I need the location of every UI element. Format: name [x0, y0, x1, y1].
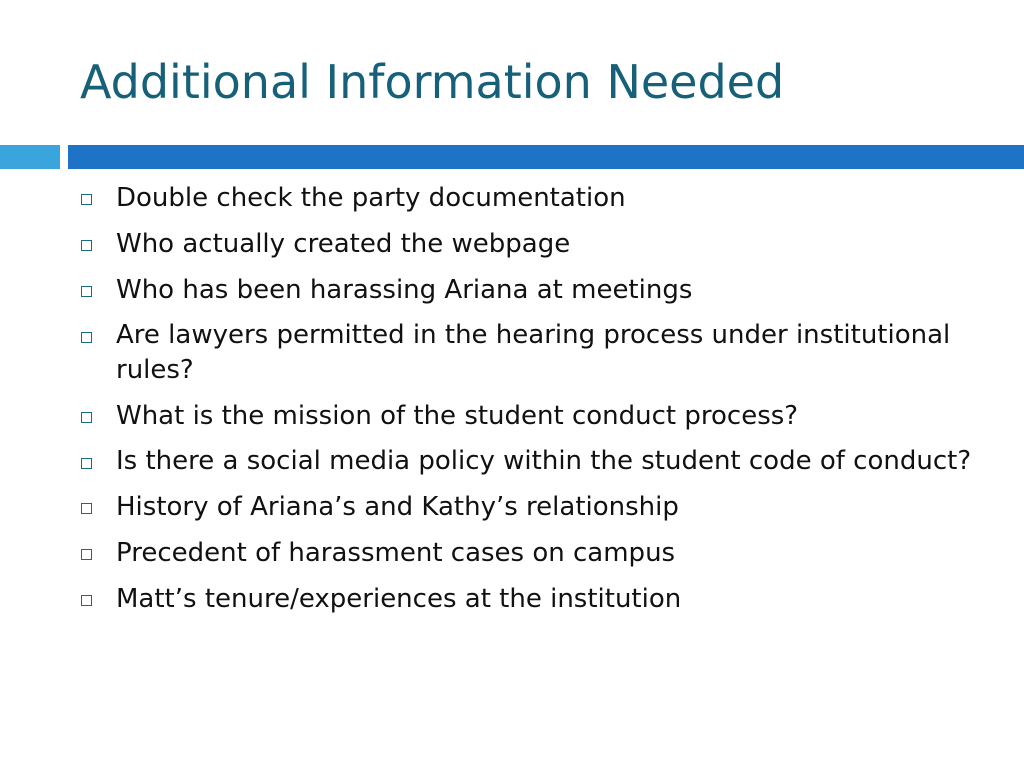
- bullet-item: [78, 318, 988, 388]
- hollow-square-bullet-icon: [81, 286, 92, 297]
- hollow-square-bullet-icon: [81, 595, 92, 606]
- bullet-text: Is there a social media policy within the student code of conduct?: [116, 446, 972, 476]
- slide-title: Additional Information Needed: [80, 55, 785, 109]
- bullet-item: [78, 489, 988, 525]
- hollow-square-bullet-icon: [81, 332, 92, 343]
- bullet-text: History of Ariana’s and Kathy’s relationship: [116, 492, 679, 522]
- hollow-square-bullet-icon: [81, 503, 92, 514]
- bullet-text: Who actually created the webpage: [116, 229, 571, 259]
- bullet-item: [78, 581, 988, 617]
- bullet-item: [78, 226, 988, 262]
- bullet-item: [78, 180, 988, 216]
- hollow-square-bullet-icon: [81, 549, 92, 560]
- bullet-text: Matt’s tenure/experiences at the institution: [116, 584, 682, 614]
- hollow-square-bullet-icon: [81, 240, 92, 251]
- bullet-text: Double check the party documentation: [116, 183, 626, 213]
- bullet-item: [78, 398, 988, 434]
- bullet-list: [78, 180, 988, 627]
- hollow-square-bullet-icon: [81, 412, 92, 423]
- hollow-square-bullet-icon: [81, 458, 92, 469]
- bullet-text: Who has been harassing Ariana at meetings: [116, 275, 693, 305]
- bullet-text: Are lawyers permitted in the hearing process under institutional rules?: [116, 320, 951, 385]
- bullet-item: [78, 444, 988, 479]
- bullet-item: [78, 535, 988, 571]
- bullet-item: [78, 272, 988, 308]
- hollow-square-bullet-icon: [81, 194, 92, 205]
- title-divider-bar: [68, 145, 1024, 169]
- title-divider-accent: [0, 145, 60, 169]
- bullet-text: Precedent of harassment cases on campus: [116, 538, 676, 568]
- bullet-text: What is the mission of the student conduct process?: [116, 401, 799, 431]
